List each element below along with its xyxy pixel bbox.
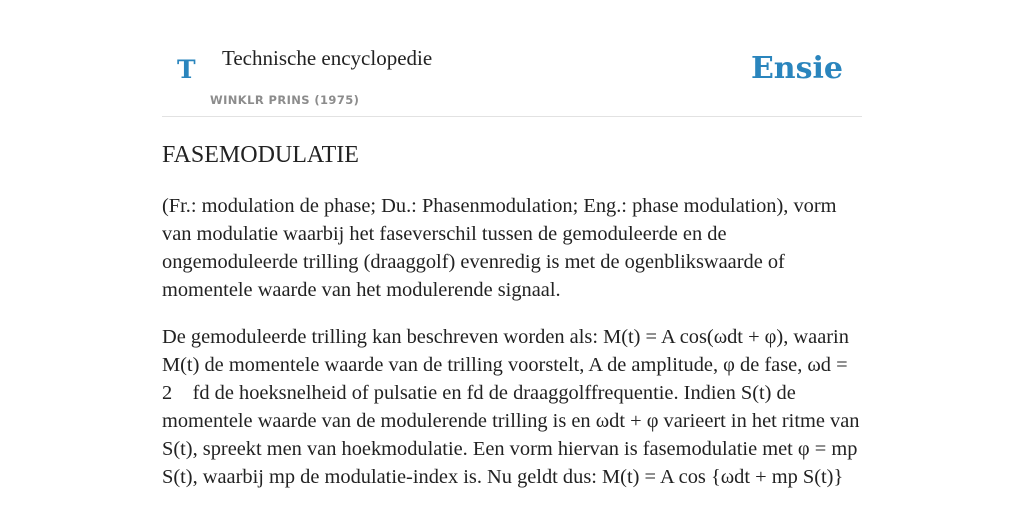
book-title-link[interactable]: Technische encyclopedie <box>222 46 433 70</box>
article-content <box>162 140 867 510</box>
book-source-label: WINKLR PRINS (1975) <box>210 93 360 107</box>
book-header <box>162 0 862 117</box>
book-letter-logo[interactable]: T <box>177 55 196 84</box>
ensie-logo-link[interactable]: Ensie <box>750 51 843 86</box>
article-paragraph: De gemoduleerde trilling kan beschreven worden als: M(t) = A cos(ωdt + φ), waarin M(t) de momentele waarde van de trilling voorstelt, A de amplitude, φ de fase, ωd = 2 fd de hoeksnelheid of pulsatie en fd de draaggolffrequentie. Indien S(t) de momentele waarde van de modulerende trilling is en ωdt + φ varieert in het ritme van S(t), spreekt men van hoekmodulatie. Een vorm hiervan is fasemodulatie met φ = mp S(t), waarbij mp de modulatie-index is. Nu geldt dus: M(t) = A cos {ωdt + mp S(t)} <box>162 326 860 488</box>
entry-title: FASEMODULATIE <box>162 142 359 168</box>
article-paragraph: (Fr.: modulation de phase; Du.: Phasenmodulation; Eng.: phase modulation), vorm van modulatie waarbij het faseverschil tussen de gemoduleerde en de ongemoduleerde trilling (draaggolf) evenredig is met de ogenblikswaarde of momentele waarde van het modulerende signaal. <box>162 195 837 301</box>
